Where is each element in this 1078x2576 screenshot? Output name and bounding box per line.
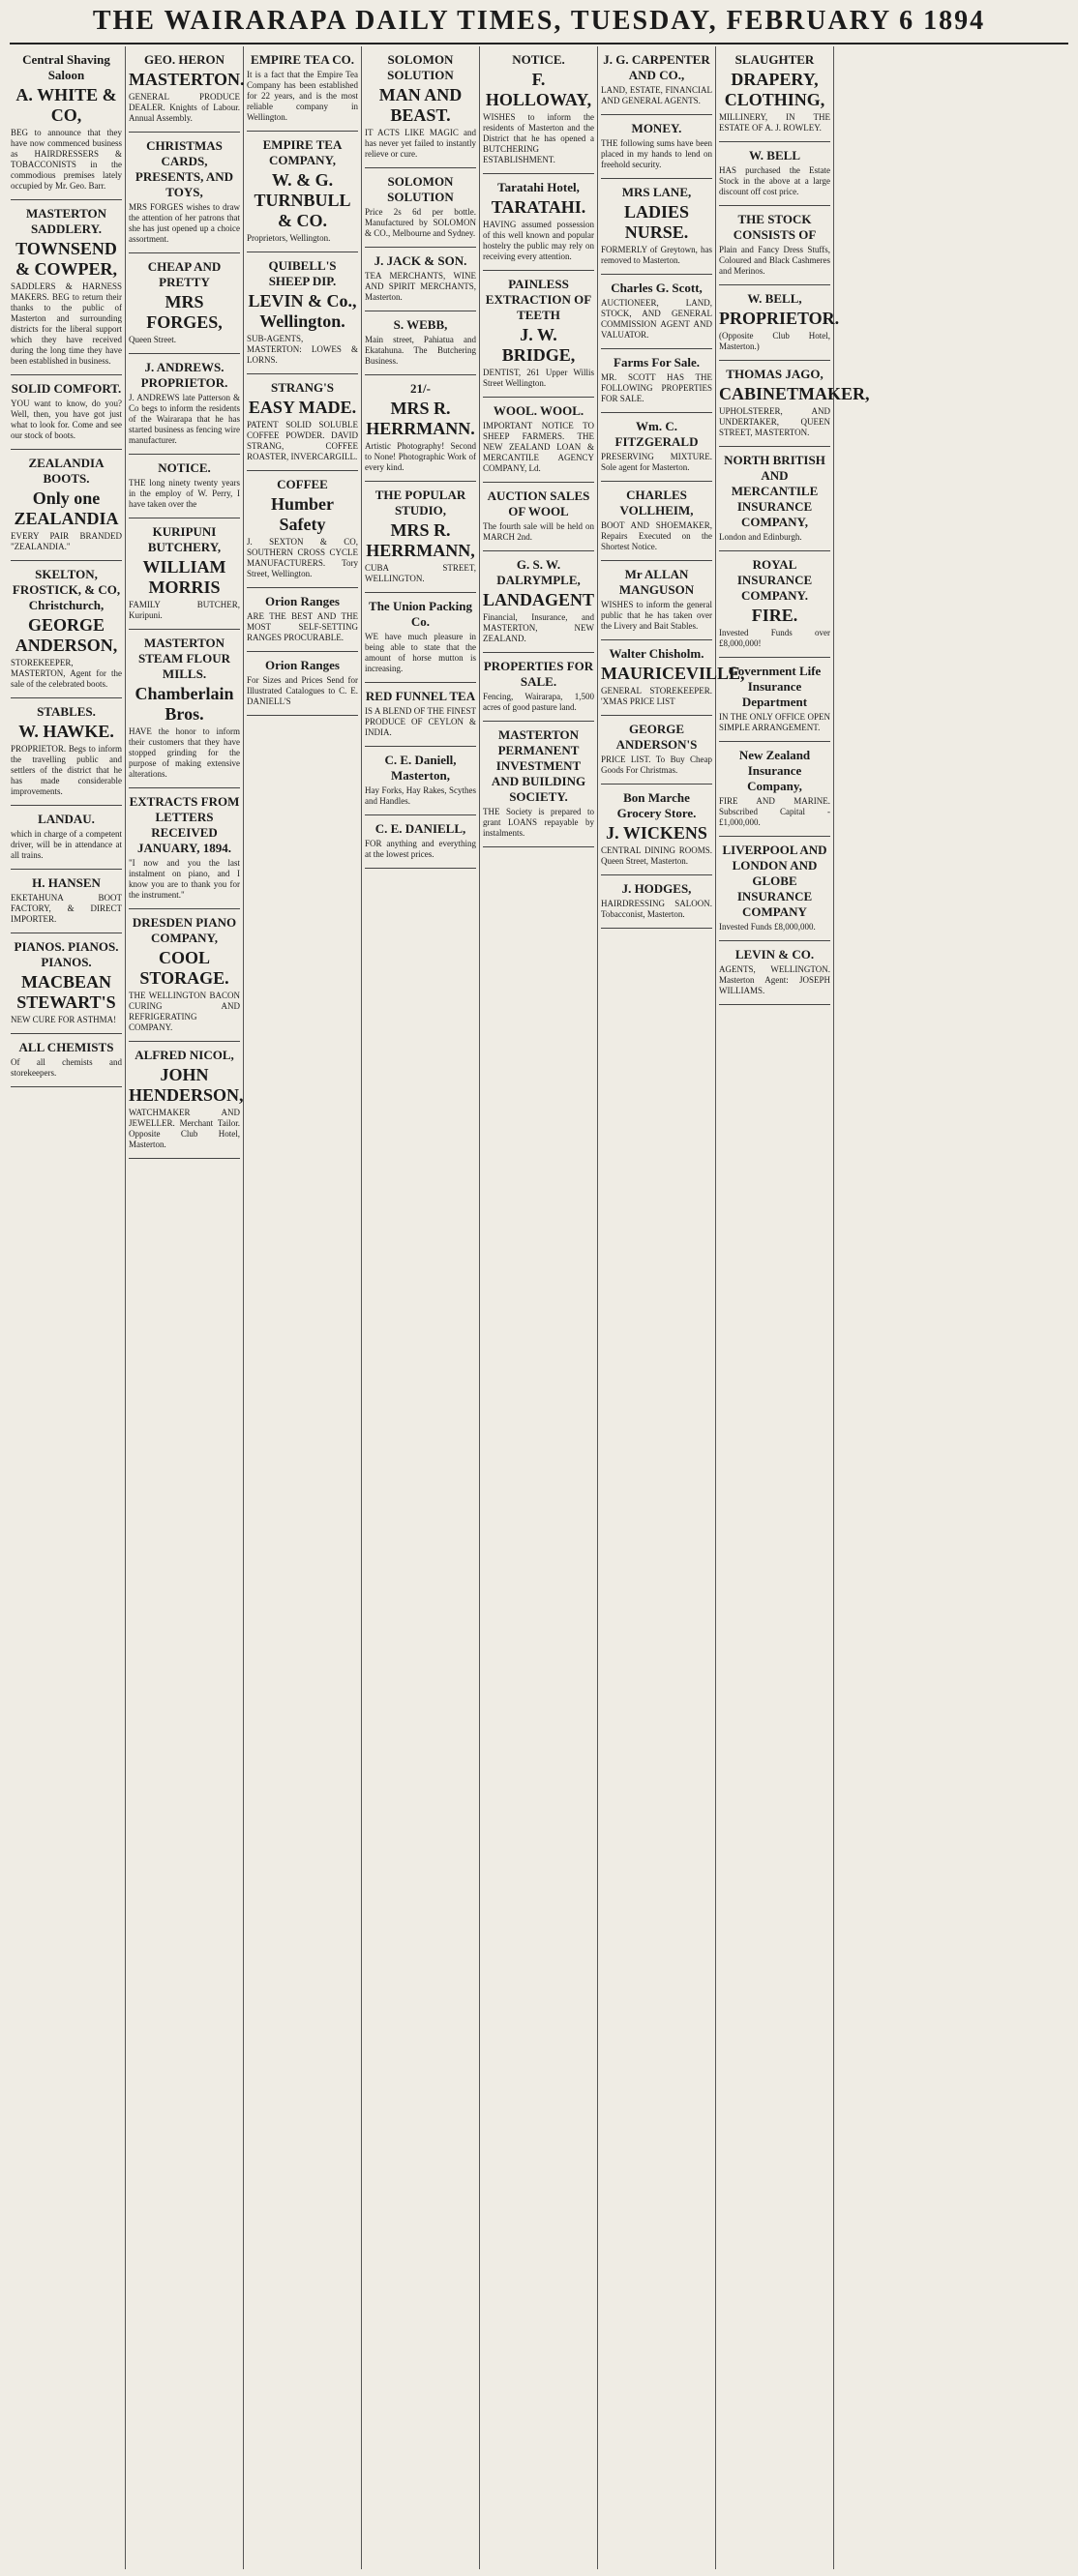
ad-heading: CHARLES VOLLHEIM, <box>619 488 694 518</box>
column-6 <box>598 46 745 2569</box>
ad-heading: LIVERPOOL AND LONDON AND GLOBE INSURANCE COMPANY <box>722 843 827 919</box>
ad-heading: GEORGE ANDERSON'S <box>615 722 698 752</box>
ad-body-text: EVERY PAIR BRANDED "ZEALANDIA." <box>11 531 122 551</box>
ad-heading: Walter Chisholm. <box>609 646 704 661</box>
ad-heading: LANDAU. <box>38 812 95 826</box>
ad-body-text: J. SEXTON & CO, SOUTHERN CROSS CYCLE MANUFACTURERS. Tory Street, Wellington. <box>247 537 358 578</box>
ad-body-text: FORMERLY of Greytown, has removed to Masterton. <box>601 245 712 265</box>
advertisement <box>601 875 712 929</box>
ad-body-text: THE following sums have been placed in my hands to lend on freehold security. <box>601 138 712 169</box>
advertisement <box>129 455 240 518</box>
ad-subheading: TOWNSEND & COWPER, <box>15 239 117 279</box>
ad-body-text: SUB-AGENTS, MASTERTON: LOWES & LORNS. <box>247 334 358 365</box>
advertisement <box>719 551 830 658</box>
ad-heading: GEO. HERON <box>143 52 225 67</box>
ad-heading: W. BELL <box>749 148 800 163</box>
ad-body-text: Artistic Photography! Second to None! Photographic Work of every kind. <box>365 441 476 472</box>
columns-container <box>8 46 1070 2569</box>
ad-body-text: Plain and Fancy Dress Stuffs, Coloured and Black Cashmeres and Merinos. <box>719 245 830 276</box>
ad-subheading: GEORGE ANDERSON, <box>15 615 118 655</box>
ad-subheading: J. WICKENS <box>606 823 707 843</box>
ad-heading: MONEY. <box>631 121 682 135</box>
ad-body-text: Proprietors, Wellington. <box>247 233 331 243</box>
advertisement <box>483 722 594 847</box>
ad-body-text: London and Edinburgh. <box>719 532 802 542</box>
advertisement <box>11 375 122 450</box>
column-5 <box>480 46 598 2569</box>
ad-subheading: LANDAGENT <box>483 590 595 609</box>
ad-subheading: MASTERTON. <box>129 70 245 89</box>
ad-heading: STRANG'S <box>270 380 335 395</box>
ad-subheading: MAURICEVILLE, <box>601 664 745 683</box>
advertisement <box>601 482 712 561</box>
ad-heading: Farms For Sale. <box>614 355 700 370</box>
ad-body-text: MILLINERY, IN THE ESTATE OF A. J. ROWLEY. <box>719 112 830 133</box>
ad-body-text: FIRE AND MARINE. Subscribed Capital - £1,000,000. <box>719 796 830 827</box>
column-8 <box>834 46 952 2569</box>
ad-heading: EXTRACTS FROM LETTERS RECEIVED JANUARY, 1894. <box>129 794 240 855</box>
ad-heading: PROPERTIES FOR SALE. <box>483 659 594 689</box>
advertisement <box>365 168 476 248</box>
ad-heading: J. ANDREWS. PROPRIETOR. <box>140 360 228 390</box>
ad-body-text: GENERAL STOREKEEPER. 'XMAS PRICE LIST <box>601 686 712 706</box>
advertisement <box>11 698 122 806</box>
advertisement <box>365 593 476 683</box>
advertisement <box>11 561 122 698</box>
ad-subheading: WILLIAM MORRIS <box>142 557 226 597</box>
ad-heading: THE STOCK CONSISTS OF <box>733 212 817 242</box>
ad-heading: NOTICE. <box>512 52 565 67</box>
ad-heading: RED FUNNEL TEA <box>365 689 476 703</box>
advertisement <box>11 46 122 200</box>
advertisement <box>601 349 712 413</box>
ad-body-text: GENERAL PRODUCE DEALER. Knights of Labour. Annual Assembly. <box>129 92 240 123</box>
advertisement <box>719 941 830 1005</box>
advertisement <box>365 248 476 311</box>
ad-heading: ALL CHEMISTS <box>18 1040 114 1054</box>
ad-body-text: LAND, ESTATE, FINANCIAL AND GENERAL AGENTS. <box>601 85 712 105</box>
ad-heading: SKELTON, FROSTICK, & CO, Christchurch, <box>12 567 121 612</box>
ad-body-text: AUCTIONEER, LAND, STOCK, AND GENERAL COMMISSION AGENT AND VALUATOR. <box>601 298 712 340</box>
ad-heading: J. G. CARPENTER AND CO., <box>603 52 710 82</box>
advertisement <box>719 447 830 551</box>
ad-heading: AUCTION SALES OF WOOL <box>487 489 590 518</box>
ad-body-text: Financial, Insurance, and MASTERTON, NEW ZEALAND. <box>483 612 594 643</box>
column-4 <box>362 46 480 2569</box>
advertisement <box>365 311 476 375</box>
advertisement <box>11 870 122 933</box>
ad-subheading: J. W. BRIDGE, <box>501 325 576 365</box>
advertisement <box>365 683 476 747</box>
masthead-rule <box>10 43 1068 44</box>
ad-body-text: HAIRDRESSING SALOON. Tobacconist, Masterton. <box>601 899 712 919</box>
ad-heading: SLAUGHTER <box>734 52 815 67</box>
ad-body-text: Main street, Pahiatua and Ekatahuna. The Butchering Business. <box>365 335 476 366</box>
ad-heading: ZEALANDIA BOOTS. <box>28 456 105 486</box>
ad-heading: SOLOMON SOLUTION <box>387 174 454 204</box>
ad-body-text: STOREKEEPER, MASTERTON, Agent for the sale of the celebrated boots. <box>11 658 122 689</box>
advertisement <box>247 252 358 374</box>
advertisement <box>719 46 830 142</box>
ad-body-text: IMPORTANT NOTICE TO SHEEP FARMERS. THE NEW ZEALAND LOAN & MERCANTILE AGENCY COMPANY, Ld. <box>483 421 594 473</box>
ad-heading: ROYAL INSURANCE COMPANY. <box>736 557 813 603</box>
ad-heading: PIANOS. PIANOS. PIANOS. <box>14 939 119 969</box>
ad-body-text: UPHOLSTERER, AND UNDERTAKER, QUEEN STREET, MASTERTON. <box>719 406 830 437</box>
advertisement <box>247 471 358 588</box>
advertisement <box>719 206 830 285</box>
ad-body-text: BOOT AND SHOEMAKER, Repairs Executed on the Shortest Notice. <box>601 520 712 551</box>
ad-subheading: DRAPERY, CLOTHING, <box>724 70 825 109</box>
advertisement <box>719 361 870 447</box>
ad-body-text: PRICE LIST. To Buy Cheap Goods For Christmas. <box>601 755 712 775</box>
advertisement <box>11 806 122 870</box>
advertisement <box>601 561 712 640</box>
advertisement <box>11 450 122 561</box>
ad-body-text: Hay Forks, Hay Rakes, Scythes and Handles. <box>365 785 476 806</box>
ad-heading: SOLOMON SOLUTION <box>387 52 454 82</box>
advertisement <box>483 653 594 722</box>
ad-body-text: Invested Funds over £8,000,000! <box>719 628 830 648</box>
ad-body-text: YOU want to know, do you? Well, then, you have got just what to look for. Come and see our stock of boots. <box>11 399 122 440</box>
advertisement <box>601 179 712 275</box>
ad-heading: Wm. C. FITZGERALD <box>614 419 699 449</box>
ad-body-text: IS A BLEND OF THE FINEST PRODUCE OF CEYLON & INDIA. <box>365 706 476 737</box>
advertisement <box>601 275 712 349</box>
ad-heading: WOOL. WOOL. <box>493 403 584 418</box>
column-1 <box>8 46 126 2569</box>
ad-body-text: WISHES to inform the residents of Masterton and the District that he has opened a BUTCHERING ESTABLISHMENT. <box>483 112 594 164</box>
ad-body-text: PATENT SOLID SOLUBLE COFFEE POWDER. DAVID STRANG, COFFEE ROASTER, INVERCARGILL. <box>247 420 358 461</box>
ad-subheading: W. & G. TURNBULL & CO. <box>254 170 351 230</box>
advertisement <box>365 815 476 869</box>
advertisement <box>601 716 712 785</box>
column-7 <box>716 46 870 2569</box>
ad-body-text: AGENTS, WELLINGTON. Masterton Agent: JOSEPH WILLIAMS. <box>719 964 830 995</box>
ad-subheading: LEVIN & Co., Wellington. <box>248 291 357 331</box>
ad-heading: CHEAP AND PRETTY <box>147 259 222 289</box>
advertisement <box>11 1034 122 1087</box>
ad-heading: MASTERTON PERMANENT INVESTMENT AND BUILDING SOCIETY. <box>491 727 586 804</box>
ad-body-text: THE WELLINGTON BACON CURING AND REFRIGERATING COMPANY. <box>129 991 240 1032</box>
ad-body-text: TEA MERCHANTS, WINE AND SPIRIT MERCHANTS, Masterton. <box>365 271 476 302</box>
ad-body-text: FAMILY BUTCHER, Kuripuni. <box>129 600 240 620</box>
advertisement <box>247 132 358 252</box>
ad-heading: J. JACK & SON. <box>374 253 467 268</box>
ad-subheading: FIRE. <box>751 606 798 625</box>
ad-body-text: HAS purchased the Estate Stock in the above at a large discount off cost price. <box>719 165 830 196</box>
advertisement <box>601 413 712 482</box>
advertisement <box>483 483 594 551</box>
ad-heading: Central Shaving Saloon <box>22 52 110 82</box>
ad-body-text: IT ACTS LIKE MAGIC and has never yet failed to instantly relieve or cure. <box>365 128 476 159</box>
advertisement <box>365 482 476 593</box>
ad-heading: C. E. DANIELL, <box>374 821 466 836</box>
advertisement <box>719 742 830 837</box>
ad-heading: Government Life Insurance Department <box>728 664 822 709</box>
ad-body-text: "I now and you the last instalment on piano, and I know you are to thank you for the instrument." <box>129 858 240 900</box>
ad-body-text: MR. SCOTT HAS THE FOLLOWING PROPERTIES FOR SALE. <box>601 372 712 403</box>
ad-heading: SOLID COMFORT. <box>11 381 122 396</box>
ad-body-text: NEW CURE FOR ASTHMA! <box>11 1015 117 1024</box>
advertisement <box>247 652 358 716</box>
advertisement <box>601 115 712 179</box>
ad-body-text: THE long ninety twenty years in the employ of W. Perry, I have taken over the <box>129 478 240 509</box>
ad-heading: MASTERTON STEAM FLOUR MILLS. <box>138 636 230 681</box>
ad-heading: Orion Ranges <box>265 658 340 672</box>
ad-body-text: ARE THE BEST AND THE MOST SELF-SETTING RANGES PROCURABLE. <box>247 611 358 642</box>
ad-body-text: which in charge of a competent driver, will be in attendance at all trains. <box>11 829 122 860</box>
ad-heading: Orion Ranges <box>265 594 340 608</box>
ad-heading: S. WEBB, <box>393 317 448 332</box>
advertisement <box>129 909 240 1042</box>
advertisement <box>719 285 840 361</box>
ad-body-text: FOR anything and everything at the lowest prices. <box>365 839 476 859</box>
ad-subheading: MRS R. HERRMANN, <box>366 520 475 560</box>
ad-heading: Taratahi Hotel, <box>497 180 580 194</box>
ad-subheading: MAN AND BEAST. <box>378 85 463 125</box>
ad-body-text: BEG to announce that they have now commenced business as HAIRDRESSERS & TOBACCONISTS in the commodious premises lately occupied by Mr. Geo. Barr. <box>11 128 122 191</box>
ad-body-text: IN THE ONLY OFFICE OPEN SIMPLE ARRANGEMENT. <box>719 712 830 732</box>
ad-body-text: CUBA STREET, WELLINGTON. <box>365 563 476 583</box>
ad-heading: NORTH BRITISH AND MERCANTILE INSURANCE COMPANY, <box>724 453 825 529</box>
ad-body-text: HAVE the honor to inform their customers that they have stopped grinding for the purpose of making extensive alterations. <box>129 726 240 779</box>
ad-subheading: Humber Safety <box>271 494 334 534</box>
ad-subheading: Only one ZEALANDIA <box>14 489 119 528</box>
advertisement <box>129 630 240 788</box>
ad-heading: THE POPULAR STUDIO, <box>374 488 466 518</box>
ad-heading: C. E. Daniell, Masterton, <box>384 753 457 783</box>
ad-subheading: TARATAHI. <box>491 197 586 217</box>
ad-heading: G. S. W. DALRYMPLE, <box>496 557 581 587</box>
ad-subheading: MRS R. HERRMANN. <box>366 399 475 438</box>
ad-heading: KURIPUNI BUTCHERY, <box>147 524 222 554</box>
ad-subheading: MRS FORGES, <box>146 292 223 332</box>
masthead-title: THE WAIRARAPA DAILY TIMES, TUESDAY, FEBRUARY 6 1894 <box>92 6 986 36</box>
advertisement <box>365 375 476 482</box>
ad-body-text: CENTRAL DINING ROOMS. Queen Street, Masterton. <box>601 845 712 866</box>
ad-heading: EMPIRE TEA CO. <box>250 52 355 67</box>
advertisement <box>129 46 245 133</box>
advertisement <box>483 271 594 398</box>
ad-heading: PAINLESS EXTRACTION OF TEETH <box>485 277 592 322</box>
ad-body-text: (Opposite Club Hotel, Masterton.) <box>719 331 830 351</box>
ad-body-text: PRESERVING MIXTURE. Sole agent for Masterton. <box>601 452 712 472</box>
ad-body-text: Fencing, Wairarapa, 1,500 acres of good pasture land. <box>483 692 594 712</box>
ad-subheading: EASY MADE. <box>248 398 357 417</box>
ad-body-text: Of all chemists and storekeepers. <box>11 1057 122 1078</box>
ad-heading: CHRISTMAS CARDS, PRESENTS, AND TOYS, <box>135 138 234 199</box>
ad-body-text: MRS FORGES wishes to draw the attention of her patrons that she has just opened up a choice assortment. <box>129 202 240 244</box>
advertisement <box>719 142 830 206</box>
ad-body-text: Price 2s 6d per bottle. Manufactured by SOLOMON & CO., Melbourne and Sydney. <box>365 207 476 238</box>
ad-body-text: HAVING assumed possession of this well known and popular hostelry the public may rely on receiving every attention. <box>483 220 594 261</box>
ad-body-text: EKETAHUNA BOOT FACTORY, & DIRECT IMPORTER. <box>11 893 122 924</box>
ad-heading: Mr ALLAN MANGUSON <box>618 567 695 597</box>
ad-heading: ALFRED NICOL, <box>135 1048 234 1062</box>
advertisement <box>483 551 594 653</box>
advertisement <box>601 785 712 875</box>
advertisement <box>483 46 594 174</box>
advertisement <box>247 46 358 132</box>
ad-subheading: F. HOLLOWAY, <box>485 70 592 109</box>
advertisement <box>129 354 240 455</box>
ad-subheading: COOL STORAGE. <box>139 948 229 988</box>
ad-heading: New Zealand Insurance Company, <box>738 748 811 793</box>
ad-body-text: WATCHMAKER AND JEWELLER. Merchant Tailor. Opposite Club Hotel, Masterton. <box>129 1108 240 1149</box>
ad-heading: MRS LANE, <box>621 185 692 199</box>
ad-body-text: WISHES to inform the general public that he has taken over the Livery and Bait Stables. <box>601 600 712 631</box>
ad-body-text: J. ANDREWS late Patterson & Co begs to inform the residents of the Wairarapa that he has started business as fencing wire manufacturer. <box>129 393 240 445</box>
ad-heading: H. HANSEN <box>32 875 101 890</box>
ad-body-text: SADDLERS & HARNESS MAKERS. BEG to return their thanks to the public of Masterton and surrounding districts for the liberal support which they have received during the long time they have been established in business. <box>11 281 122 366</box>
ad-body-text: For Sizes and Prices Send for Illustrated Catalogues to C. E. DANIELL'S <box>247 675 358 706</box>
ad-heading: QUIBELL'S SHEEP DIP. <box>268 258 337 288</box>
ad-body-text: Queen Street. <box>129 335 176 344</box>
advertisement <box>247 588 358 652</box>
ad-subheading: MACBEAN STEWART'S <box>16 972 116 1012</box>
ad-subheading: A. WHITE & CO, <box>15 85 117 125</box>
ad-subheading: CABINETMAKER, <box>719 384 870 403</box>
advertisement <box>719 658 830 742</box>
ad-subheading: W. HAWKE. <box>18 722 114 741</box>
advertisement <box>129 1042 244 1159</box>
ad-body-text: The fourth sale will be held on MARCH 2nd. <box>483 521 594 542</box>
column-2 <box>126 46 244 2569</box>
advertisement <box>719 837 830 941</box>
advertisement <box>483 174 594 271</box>
ad-subheading: PROPRIETOR. <box>719 309 840 328</box>
ad-heading: LEVIN & CO. <box>734 947 815 962</box>
ad-body-text: Invested Funds £8,000,000. <box>719 922 816 932</box>
ad-subheading: Chamberlain Bros. <box>135 684 234 724</box>
ad-heading: J. HODGES, <box>621 881 692 896</box>
ad-heading: The Union Packing Co. <box>369 599 472 629</box>
column-3 <box>244 46 362 2569</box>
advertisement <box>365 747 476 815</box>
ad-heading: NOTICE. <box>158 460 211 475</box>
advertisement <box>11 200 122 375</box>
ad-heading: STABLES. <box>37 704 96 719</box>
ad-heading: Bon Marche Grocery Store. <box>616 790 697 820</box>
ad-heading: 21/- <box>410 381 431 396</box>
advertisement <box>365 46 476 168</box>
ad-body-text: WE have much pleasure in being able to state that the amount of horse mutton is increasing. <box>365 632 476 673</box>
ad-subheading: LADIES NURSE. <box>623 202 690 242</box>
advertisement <box>11 933 122 1034</box>
ad-body-text: It is a fact that the Empire Tea Company has been established for 22 years, and is the most reliable company in Wellington. <box>247 70 358 122</box>
advertisement <box>247 374 358 471</box>
ad-heading: DRESDEN PIANO COMPANY, <box>132 915 237 945</box>
ad-body-text: THE Society is prepared to grant LOANS repayable by instalments. <box>483 807 594 838</box>
ad-heading: Charles G. Scott, <box>611 281 703 295</box>
advertisement <box>129 518 240 630</box>
ad-subheading: JOHN HENDERSON, <box>129 1065 244 1105</box>
ad-heading: W. BELL, <box>747 291 802 306</box>
advertisement <box>129 788 240 909</box>
ad-heading: MASTERTON SADDLERY. <box>25 206 107 236</box>
advertisement <box>129 253 240 354</box>
ad-body-text: DENTIST, 261 Upper Willis Street Wellington. <box>483 368 594 388</box>
advertisement <box>601 640 745 716</box>
advertisement <box>601 46 712 115</box>
ad-heading: COFFEE <box>277 477 328 491</box>
advertisement <box>129 133 240 253</box>
advertisement <box>483 398 594 483</box>
ad-heading: THOMAS JAGO, <box>726 367 823 381</box>
ad-heading: EMPIRE TEA COMPANY, <box>262 137 343 167</box>
ad-body-text: PROPRIETOR. Begs to inform the travelling public and settlers of the district that he has made considerable improvements. <box>11 744 122 796</box>
